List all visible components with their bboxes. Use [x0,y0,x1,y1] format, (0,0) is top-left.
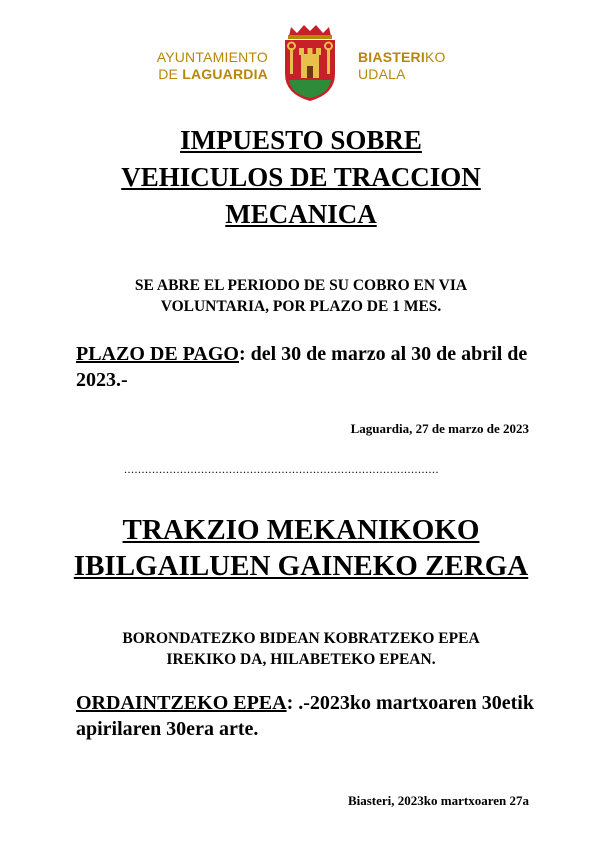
basque-notice-line-2: IREKIKO DA, HILABETEKO EPEAN. [166,651,436,668]
spanish-notice [60,275,542,317]
basque-notice [50,628,552,670]
section-separator: .......................................................................................... [124,462,439,476]
basque-notice-line-1: BORONDATEZKO BIDEAN KOBRATZEKO EPEA [122,630,480,647]
logo-laguardia: LAGUARDIA [182,66,268,82]
spanish-payment-term [76,341,536,393]
basque-title-line-1: TRAKZIO MEKANIKOKO [122,514,480,546]
basque-term-text: : .-2023ko martxoaren 30etik apirilaren 30era arte. [76,692,534,740]
logo-biasteri: BIASTERI [358,49,425,65]
municipality-name-basque [358,49,468,83]
spanish-date: Laguardia, 27 de marzo de 2023 [350,421,529,436]
basque-term-label: ORDAINTZEKO EPEA [76,692,287,714]
logo-ko: KO [424,49,446,65]
spanish-title-line-2: VEHICULOS DE TRACCION [121,162,481,192]
spanish-term-label: PLAZO DE PAGO [76,343,239,365]
spanish-term-text: : del 30 de marzo al 30 de abril de 2023.- [76,343,528,391]
spanish-title [60,122,542,233]
coat-of-arms-logo [277,24,343,102]
logo-line-udala: UDALA [358,66,406,82]
logo-line-biasteriko [358,49,468,66]
spanish-notice-line-1: SE ABRE EL PERIODO DE SU COBRO EN VIA [134,277,468,294]
logo-line-laguardia [146,66,268,83]
basque-payment-term [76,690,536,742]
basque-date: Biasteri, 2023ko martxoaren 27a [347,793,529,808]
logo-line-ayuntamiento: AYUNTAMIENTO [156,49,268,65]
basque-title [40,512,562,584]
municipality-name-spanish [146,49,268,83]
spanish-notice-line-2: VOLUNTARIA, POR PLAZO DE 1 MES. [160,298,442,315]
spanish-title-line-3: MECANICA [225,199,377,229]
logo-de: DE [158,66,183,82]
spanish-title-line-1: IMPUESTO SOBRE [180,125,422,155]
basque-title-line-2: IBILGAILUEN GAINEKO ZERGA [73,550,529,582]
